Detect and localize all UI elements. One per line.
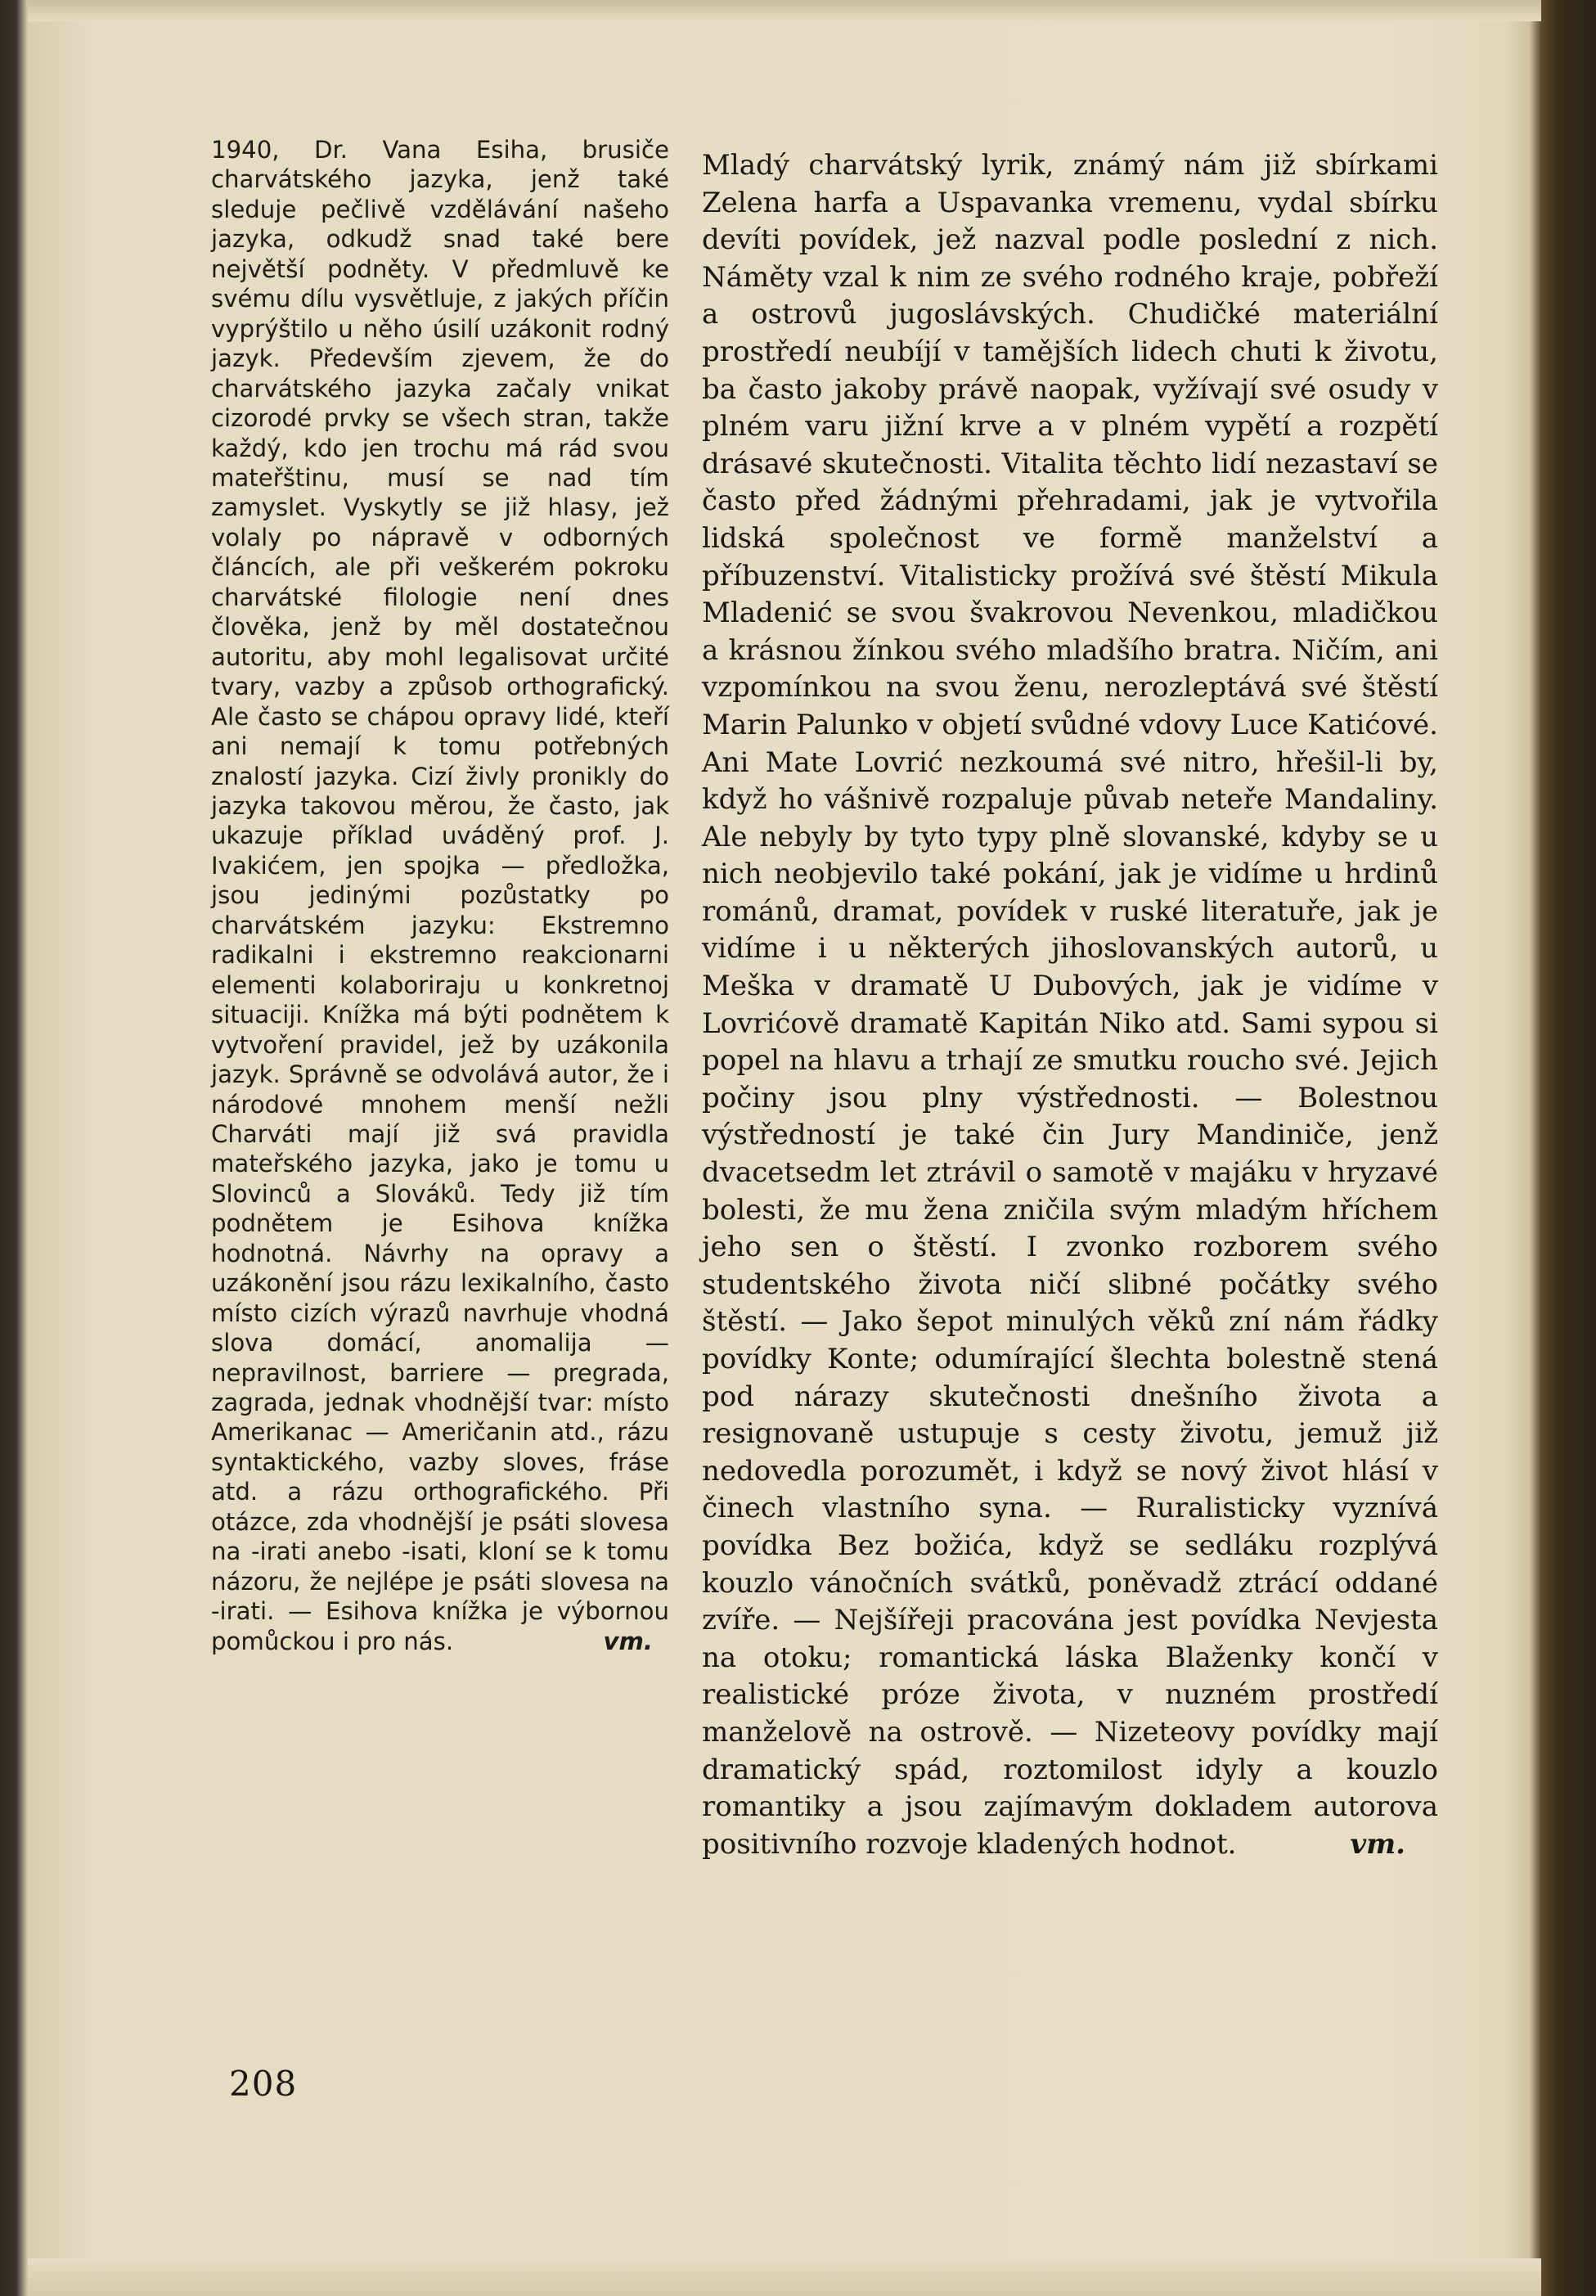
page-bottom-edge [28, 2258, 1541, 2296]
right-review-text [702, 147, 1438, 1863]
right-review-body: Mladý charvátský lyrik, známý nám již sbírkami Zelena harfa a Uspavanka vremenu, vydal sbírku devíti povídek, jež nazval podle poslední z nich. Náměty vzal k nim ze svého rodného kraje, pobřeží a ostrovů jugoslávských. Chudičké materiální prostředí neubíjí v tamějších lidech chuti k životu, ba často jakoby právě naopak, vyžívají své osudy v plném varu jižní krve a v plném vypětí a rozpětí drásavé skutečnosti. Vitalita těchto lidí nezastaví se často před žádnými přehradami, jak je vytvořila lidská společnost ve formě manželství a příbuzenství. Vitalisticky prožívá své štěstí Mikula Mladenić se svou švakrovou Nevenkou, mladičkou a krásnou žínkou svého mladšího bratra. Ničím, ani vzpomínkou na svou ženu, nerozleptává své štěstí Marin Palunko v objetí svůdné vdovy Luce Katićové. Ani Mate Lovrić nezkoumá své nitro, hřešil-li by, když ho vášnivě rozpaluje půvab neteře Mandaliny. Ale nebyly by tyto typy plně slovanské, kdyby se u nich neobjevilo také pokání, jak je vidíme u hrdinů románů, dramat, povídek v ruské literatuře, jak je vidíme i u některých jihoslovanských autorů, u Meška v dramatě U Dubových, jak je vidíme v Lovrićově dramatě Kapitán Niko atd. Sami sypou si popel na hlavu a trhají ze smutku roucho své. Jejich počiny jsou plny výstřednosti. — Bolestnou výstředností je také čin Jury Mandiniče, jenž dvacetsedm let ztrávil o samotě v majáku v hryzavé bolesti, že mu žena zničila svým mladým hříchem jeho sen o štěstí. I zvonko rozborem svého studentského života ničí slibné počátky svého štěstí. — Jako šepot minulých věků zní nám řádky povídky Konte; odumírající šlechta bolestně stená pod nárazy skutečnosti dnešního života a resignovaně ustupuje s cesty životu, jemuž již nedovedla porozumět, i když se nový život hlásí v činech vlastního syna. — Ruralisticky vyznívá povídka Bez božića, když se sedláku rozplývá kouzlo vánočních svátků, poněvadž ztrácí oddané zvíře. — Nejšířeji pracována jest povídka Nevjesta na otoku; romantická láska Blaženky končí v realistické próze života, v nuzném prostředí manželově na ostrově. — Nizeteovy povídky mají dramatický spád, roztomilost idyly a kouzlo romantiky a jsou zajímavým dokladem autorova positivního rozvoje kladených hodnot. [702, 149, 1438, 1861]
right-review-signature: vm. [1350, 1827, 1405, 1861]
right-column-review [702, 147, 1438, 2078]
left-review-text [211, 135, 669, 1656]
page-number: 208 [229, 2064, 298, 2104]
left-review-body: 1940, Dr. Vana Esiha, brusiče charvátského jazyka, jenž také sleduje pečlivě vzdělávání našeho jazyka, odkudž snad také bere největší podněty. V předmluvě ke svému dílu vysvětluje, z jakých příčin vyprýštilo u něho úsilí uzákonit rodný jazyk. Především zjevem, že do charvátského jazyka začaly vnikat cizorodé prvky se všech stran, takže každý, kdo jen trochu má rád svou mateřštinu, musí se nad tím zamyslet. Vyskytly se již hlasy, jež volaly po nápravě v odborných článcích, ale při veškerém pokroku charvátské filologie není dnes člověka, jenž by měl dostatečnou autoritu, aby mohl legalisovat určité tvary, vazby a způsob orthografický. Ale často se chápou opravy lidé, kteří ani nemají k tomu potřebných znalostí jazyka. Cizí živly pronikly do jazyka takovou měrou, že často, jak ukazuje příklad uváděný prof. J. Ivakićem, jen spojka — předložka, jsou jedinými pozůstatky po charvátském jazyku: Ekstremno radikalni i ekstremno reakcionarni elementi kolaboriraju u konkretnoj situaciji. Knížka má býti podnětem k vytvoření pravidel, jež by uzákonila jazyk. Správně se odvolává autor, že i národové mnohem menší nežli Charváti mají již svá pravidla mateřského jazyka, jako je tomu u Slovinců a Slováků. Tedy již tím podnětem je Esihova knížka hodnotná. Návrhy na opravy a uzákonění jsou rázu lexikalního, často místo cizích výrazů navrhuje vhodná slova domácí, anomalija — nepravilnost, barriere — pregrada, zagrada, jednak vhodnější tvar: místo Amerikanac — Američanin atd., rázu syntaktického, vazby sloves, fráse atd. a rázu orthografického. Při otázce, zda vhodnější je psáti slovesa na -irati anebo -isati, kloní se k tomu názoru, že nejlépe je psáti slovesa na -irati. — Esihova knížka je výbornou pomůckou i pro nás. [211, 136, 669, 1655]
page-top-edge [28, 0, 1541, 21]
left-column-review [211, 135, 669, 2066]
left-review-signature: vm. [603, 1627, 653, 1655]
